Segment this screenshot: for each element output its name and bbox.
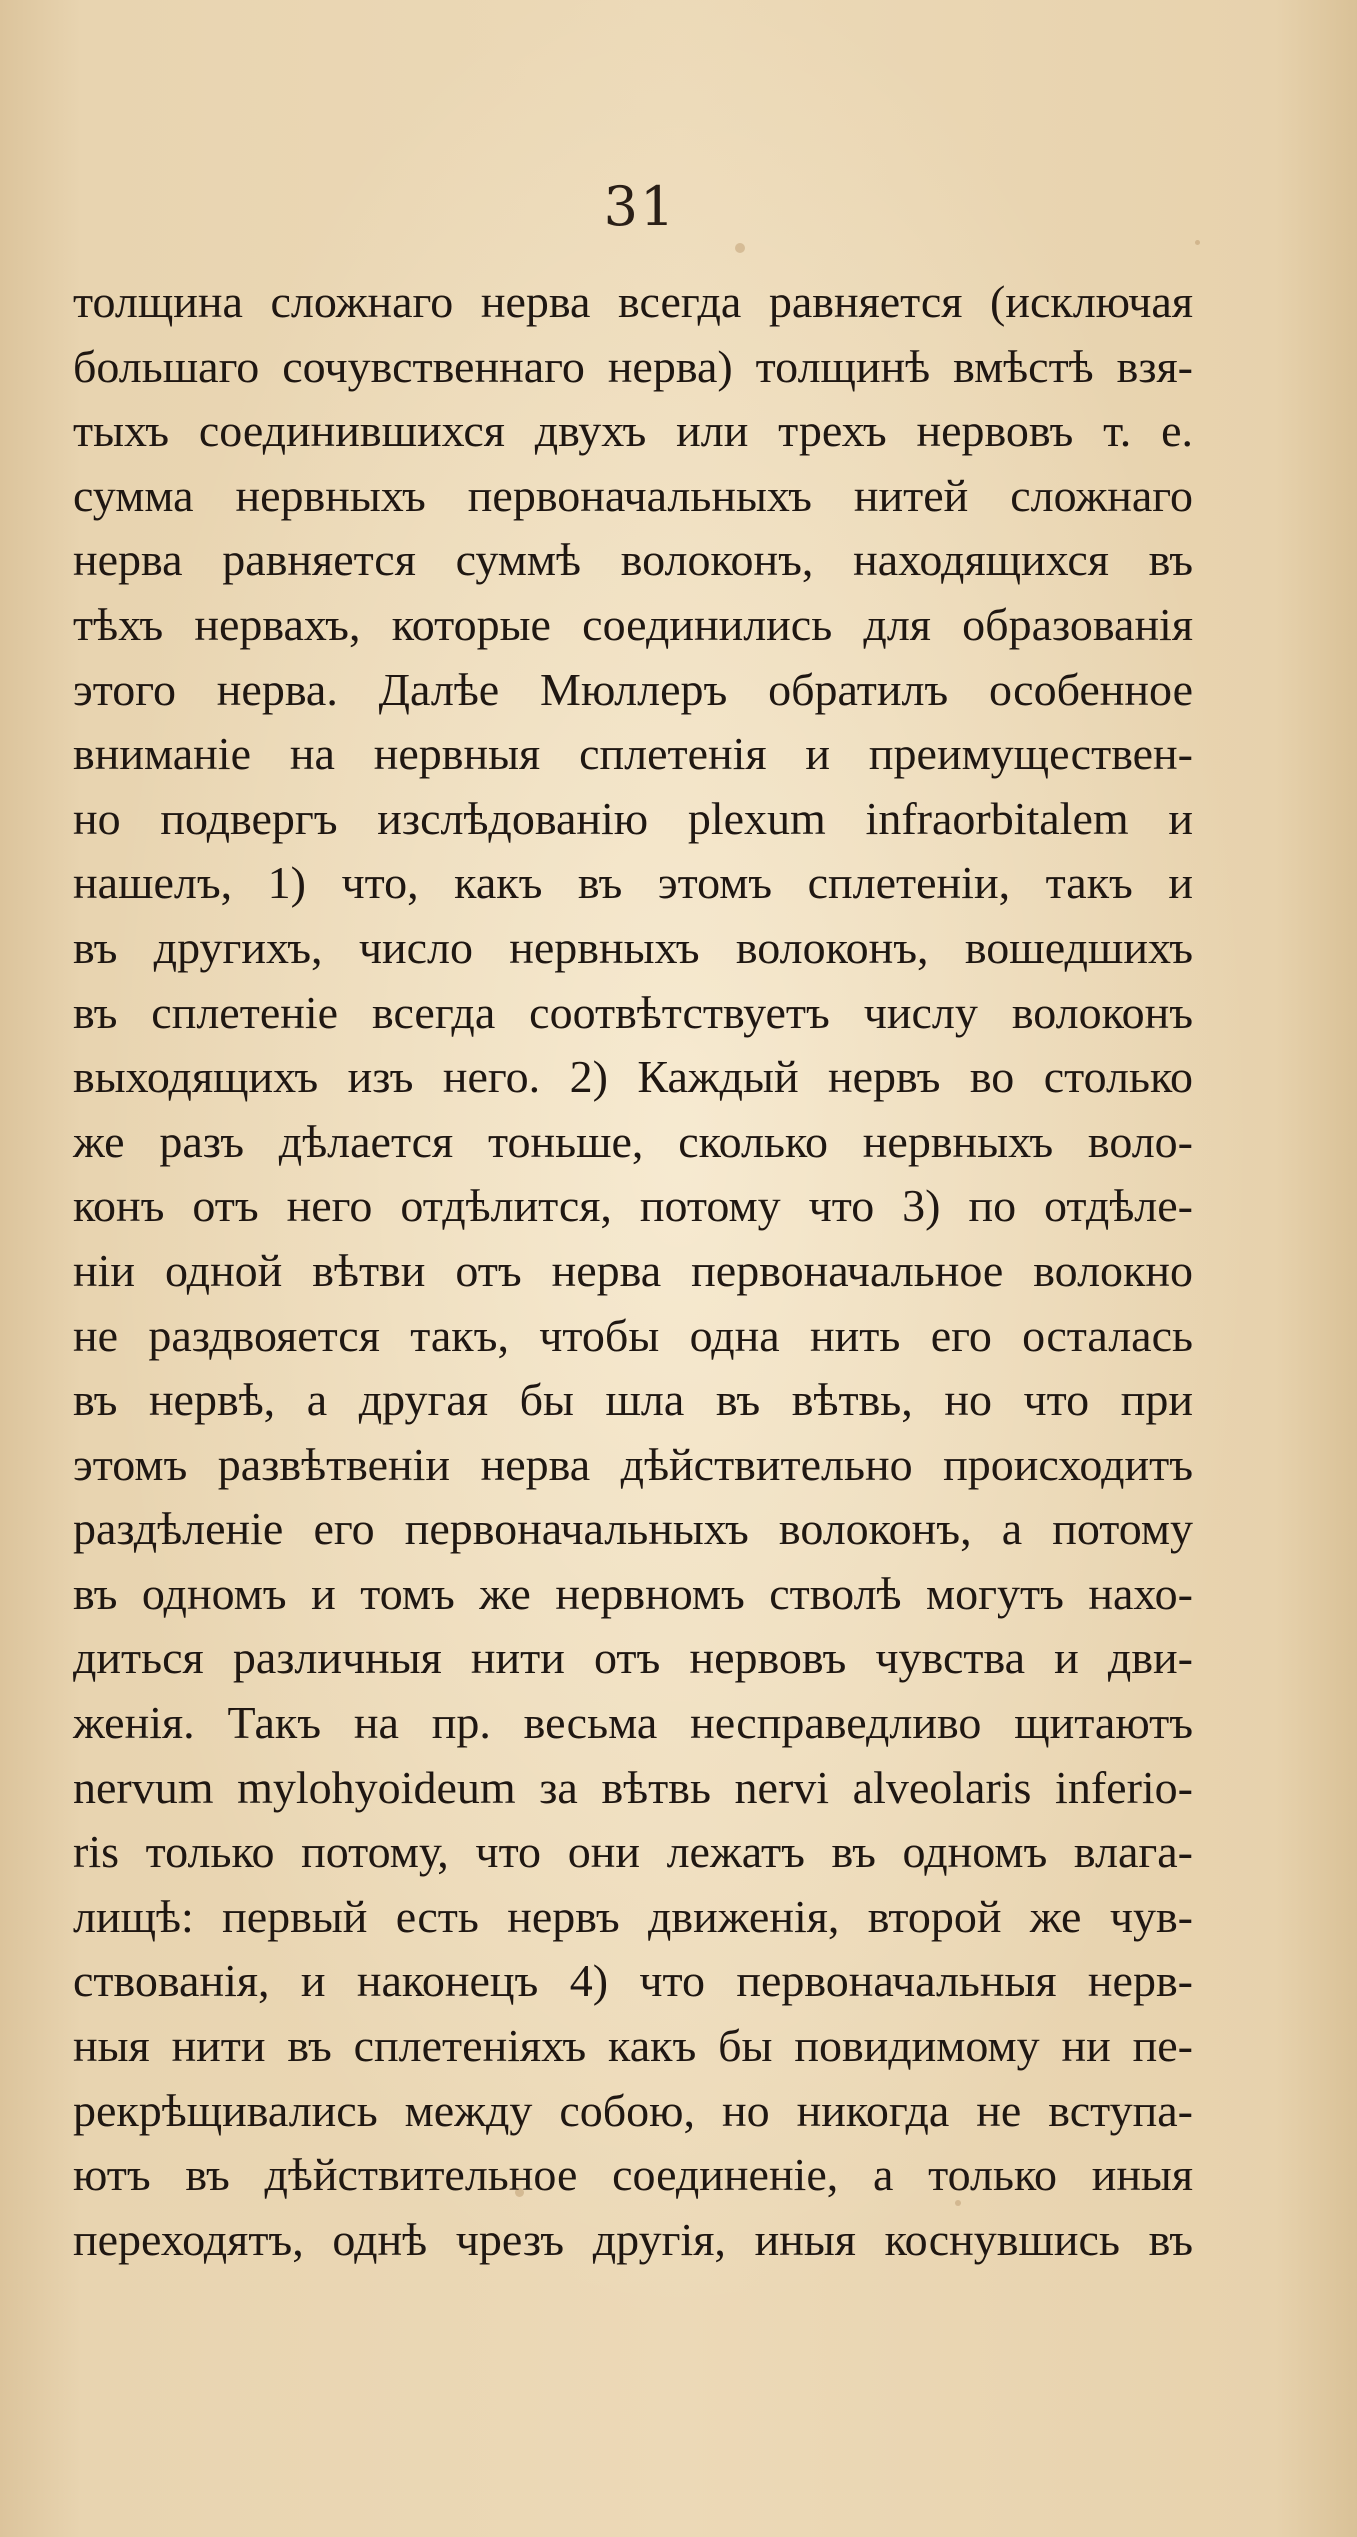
- text-line: лищѣ: первый есть нервъ движенія, второй же чув-: [73, 1890, 1193, 1942]
- text-line: нерва равняется суммѣ волоконъ, находящихся въ: [73, 534, 1193, 586]
- text-line: переходятъ, однѣ чрезъ другія, иныя коснувшись въ: [73, 2213, 1193, 2265]
- text-line: нашелъ, 1) что, какъ въ этомъ сплетеніи, такъ и: [73, 857, 1193, 909]
- text-line: въ нервѣ, а другая бы шла въ вѣтвь, но что при: [73, 1374, 1193, 1426]
- text-line: сумма нервныхъ первоначальныхъ нитей сложнаго: [73, 469, 1193, 521]
- text-line: но подвергъ изслѣдованію plexum infraorbitalem и: [73, 792, 1193, 844]
- text-line: этого нерва. Далѣе Мюллеръ обратилъ особенное: [73, 663, 1193, 715]
- text-line: большаго сочувственнаго нерва) толщинѣ вмѣстѣ взя-: [73, 340, 1193, 392]
- text-line: не раздвояется такъ, чтобы одна нить его осталась: [73, 1309, 1193, 1361]
- text-line: ютъ въ дѣйствительное соединеніе, а только иныя: [73, 2149, 1193, 2201]
- page-number: 31: [603, 175, 677, 238]
- text-line: nervum mylohyoideum за вѣтвь nervi alveolaris inferio-: [73, 1761, 1193, 1813]
- text-line: тѣхъ нервахъ, которые соединились для образованія: [73, 598, 1193, 650]
- body-text: [73, 270, 1193, 2272]
- text-line: ris только потому, что они лежатъ въ одномъ влага-: [73, 1826, 1193, 1878]
- text-line: тыхъ соединившихся двухъ или трехъ нервовъ т. е.: [73, 405, 1193, 457]
- paper-spot: [1195, 240, 1200, 245]
- paper-spot: [735, 243, 745, 253]
- text-line: этомъ развѣтвеніи нерва дѣйствительно происходитъ: [73, 1438, 1193, 1490]
- text-line: раздѣленіе его первоначальныхъ волоконъ, а потому: [73, 1503, 1193, 1555]
- text-line: ніи одной вѣтви отъ нерва первоначальное волокно: [73, 1244, 1193, 1296]
- text-line: въ другихъ, число нервныхъ волоконъ, вошедшихъ: [73, 921, 1193, 973]
- text-line: толщина сложнаго нерва всегда равняется (исключая: [73, 276, 1193, 327]
- text-line: въ одномъ и томъ же нервномъ стволѣ могутъ нахо-: [73, 1567, 1193, 1619]
- text-line: въ сплетеніе всегда соотвѣтствуетъ числу волоконъ: [73, 986, 1193, 1038]
- text-line: же разъ дѣлается тоньше, сколько нервныхъ воло-: [73, 1115, 1193, 1167]
- text-line: рекрѣщивались между собою, но никогда не вступа-: [73, 2084, 1193, 2136]
- text-line: ныя нити въ сплетеніяхъ какъ бы повидимому ни пе-: [73, 2020, 1193, 2072]
- text-line: ствованія, и наконецъ 4) что первоначальныя нерв-: [73, 1955, 1193, 2007]
- text-line: диться различныя нити отъ нервовъ чувства и дви-: [73, 1632, 1193, 1684]
- text-line: женія. Такъ на пр. весьма несправедливо щитаютъ: [73, 1697, 1193, 1749]
- text-line: вниманіе на нервныя сплетенія и преимуществен-: [73, 728, 1193, 780]
- text-line: выходящихъ изъ него. 2) Каждый нервъ во столько: [73, 1051, 1193, 1103]
- text-line: конъ отъ него отдѣлится, потому что 3) по отдѣле-: [73, 1180, 1193, 1232]
